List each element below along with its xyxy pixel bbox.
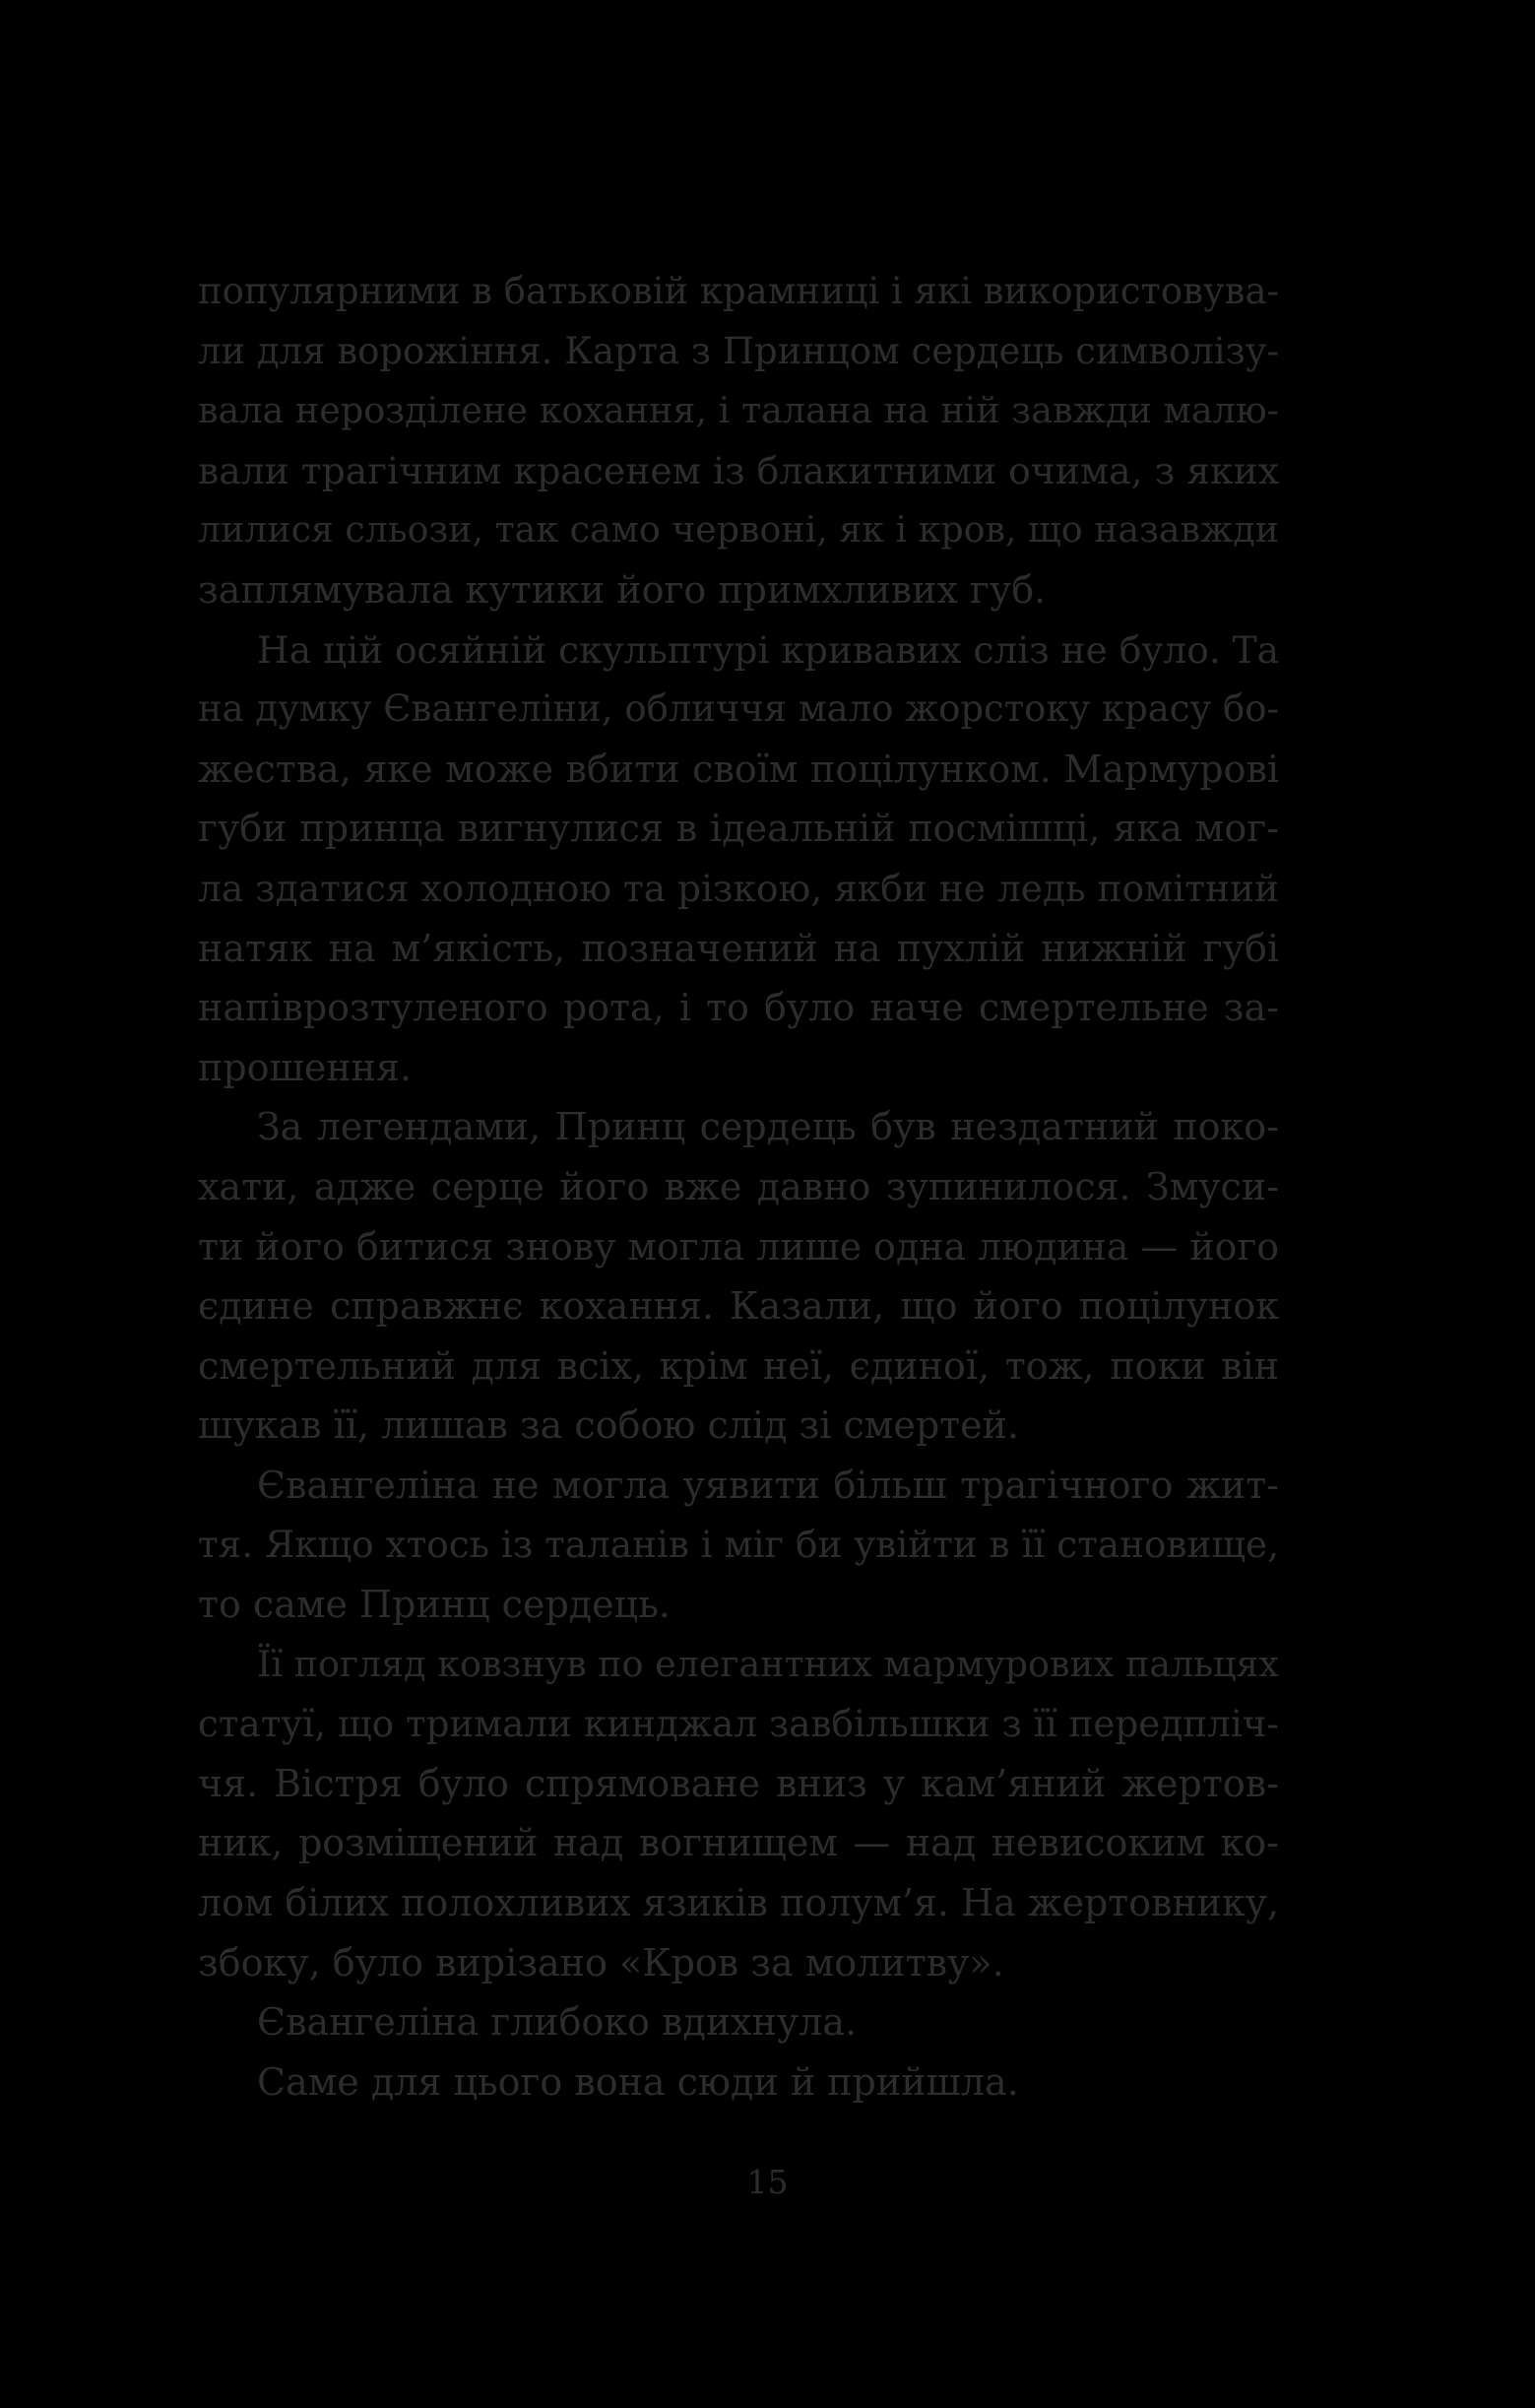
text-line: тя. Якщо хтось із таланів і міг би увійти в її становище, <box>198 1523 1279 1567</box>
text-line: Саме для цього вона сюди й прийшла. <box>257 2059 1019 2104</box>
paragraph <box>198 1635 1279 1993</box>
text-line: натяк на м’якість, позначений на пухлій нижній губі <box>198 926 1279 970</box>
text-line: на думку Євангеліни, обличчя мало жорстоку красу бо- <box>198 687 1279 731</box>
body-text <box>198 262 1279 2112</box>
text-line: то саме Принц сердець. <box>198 1583 671 1627</box>
paragraph <box>198 1992 1279 2052</box>
text-line: ла здатися холодною та різкою, якби не ледь помітний <box>198 866 1279 910</box>
paragraph <box>198 620 1279 1098</box>
text-line: популярними в батьковій крамниці і які використовува- <box>198 270 1279 312</box>
text-line: лом білих полохливих язиків полум’я. На жертовнику, <box>198 1881 1279 1925</box>
text-line: смертельний для всіх, крім неї, єдиної, тож, поки він <box>198 1343 1279 1388</box>
text-line: чя. Вістря було спрямоване вниз у кам’яний жертов- <box>198 1761 1279 1805</box>
text-line: вали трагічним красенем із блакитними очима, з яких <box>198 448 1279 492</box>
text-line: статуї, що тримали кинджал завбільшки з її передпліч- <box>198 1702 1279 1746</box>
paragraph <box>198 2052 1279 2113</box>
text-line: Її погляд ковзнув по елегантних мармурових пальцях <box>257 1642 1279 1685</box>
text-line: Євангеліна не могла уявити більш трагічного жит- <box>257 1463 1279 1507</box>
text-line: ти його битися знову могла лише одна людина — його <box>198 1224 1280 1269</box>
text-line: шукав її, лишав за собою слід зі смертей. <box>198 1403 1020 1448</box>
paragraph <box>198 262 1279 620</box>
text-line: лилися сльози, так само червоні, як і кров, що назавжди <box>198 508 1280 552</box>
text-line: За легендами, Принц сердець був нездатний поко- <box>257 1105 1279 1149</box>
text-line: На цій осяйній скульптурі кривавих сліз не було. Та <box>257 627 1279 672</box>
text-line: жества, яке може вбити своїм поцілунком. Мармурові <box>198 747 1279 791</box>
page-number: 15 <box>746 2163 789 2201</box>
text-line: губи принца вигнулися в ідеальній посмішці, яка мог- <box>198 807 1279 851</box>
text-line: прошення. <box>198 1045 413 1089</box>
text-line: єдине справжнє кохання. Казали, що його поцілунок <box>198 1284 1279 1329</box>
text-line: вала нерозділене кохання, і талана на ній завжди малю- <box>198 389 1279 432</box>
text-line: хати, адже серце його вже давно зупинилося. Змуси- <box>198 1164 1279 1208</box>
text-line: Євангеліна глибоко вдихнула. <box>257 2000 858 2045</box>
text-line: ник, розміщений над вогнищем — над невисоким ко- <box>198 1821 1279 1865</box>
paragraph <box>198 1097 1279 1456</box>
paragraph <box>198 1456 1279 1635</box>
text-line: напіврозтуленого рота, і то було наче смертельне за- <box>198 986 1279 1030</box>
text-line: ли для ворожіння. Карта з Принцом сердець символізу- <box>198 329 1279 372</box>
text-line: заплямувала кутики його примхливих губ. <box>198 567 1047 612</box>
text-line: збоку, було вирізано «Кров за молитву». <box>198 1940 1004 1985</box>
